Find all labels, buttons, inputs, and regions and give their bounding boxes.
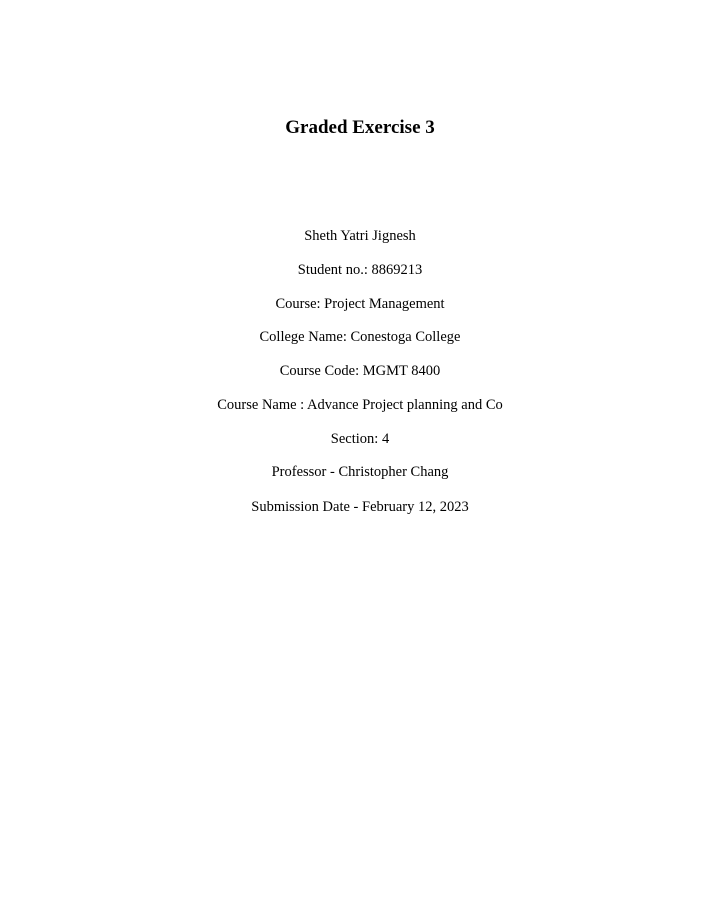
submission-date: Submission Date - February 12, 2023 <box>251 499 469 515</box>
student-number: Student no.: 8869213 <box>297 262 423 278</box>
section: Section: 4 <box>330 431 390 447</box>
student-name: Sheth Yatri Jignesh <box>304 228 416 244</box>
document-title: Graded Exercise 3 <box>285 117 435 138</box>
professor: Professor - Christopher Chang <box>271 464 449 480</box>
college-name: College Name: Conestoga College <box>259 329 461 345</box>
course-code: Course Code: MGMT 8400 <box>279 363 441 379</box>
course: Course: Project Management <box>275 296 445 312</box>
course-name: Course Name : Advance Project planning and Co <box>217 397 503 413</box>
